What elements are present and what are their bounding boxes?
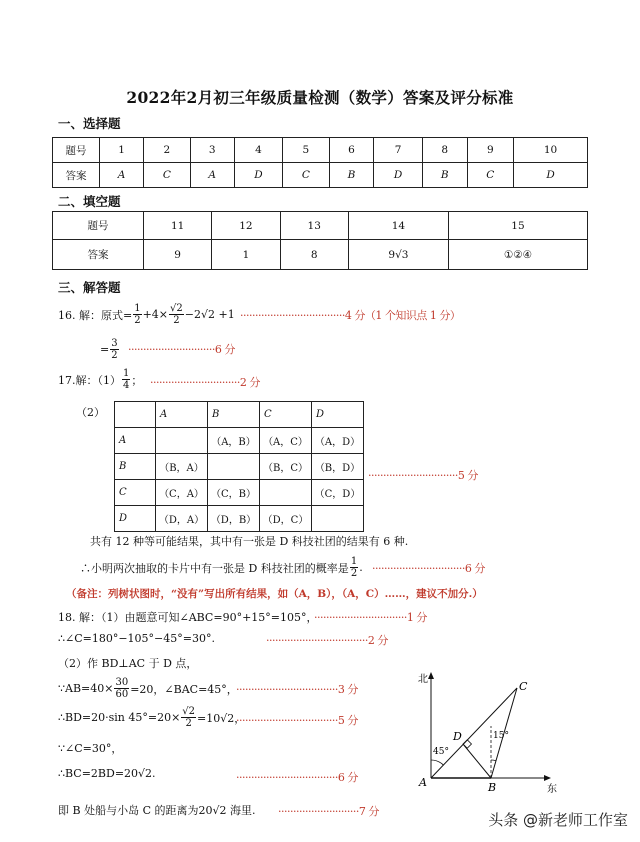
question-number: 13 <box>280 212 348 240</box>
question-number: 11 <box>144 212 212 240</box>
section-heading-fill: 二、填空题 <box>58 194 121 209</box>
q17-score-3: ·······························6 分 <box>372 562 485 575</box>
table-cell: （C，B） <box>208 480 260 506</box>
section-heading-solve: 三、解答题 <box>58 280 121 295</box>
table-cell: （D，C） <box>260 506 312 532</box>
q17-prefix: 17.解：（1） <box>58 373 121 387</box>
table-cell: （A，D） <box>312 428 364 454</box>
table-cell: （A，B） <box>208 428 260 454</box>
table-row <box>115 506 364 532</box>
question-number: 14 <box>348 212 448 240</box>
angle-arc-A <box>431 760 444 765</box>
answer-cell: D <box>514 163 588 188</box>
table-cell <box>115 402 156 428</box>
fraction-denominator: 4 <box>123 380 130 391</box>
header-label: 题号 <box>53 138 100 163</box>
question-number: 1 <box>100 138 144 163</box>
table-row <box>53 163 588 188</box>
answer-cell: D <box>234 163 282 188</box>
answer-cell: D <box>374 163 422 188</box>
question-number: 12 <box>212 212 280 240</box>
question-number: 2 <box>144 138 190 163</box>
table-row-header: B <box>115 454 156 480</box>
q18-line-5 <box>58 706 245 729</box>
question-number: 5 <box>283 138 329 163</box>
question-number: 9 <box>467 138 513 163</box>
q16-score-2: ·····························6 分 <box>128 343 235 356</box>
fill-answer-table <box>52 211 588 270</box>
q18-score-2: ··································2 分 <box>266 634 388 647</box>
q17-part1 <box>58 368 142 391</box>
answer-cell: 9 <box>144 240 212 270</box>
q18-score-5: ··································6 分 <box>236 771 358 784</box>
equals-sign: = <box>100 343 110 356</box>
answer-cell: B <box>329 163 374 188</box>
label-east: 东 <box>547 784 557 793</box>
q18-line-1: 18. 解：（1）由题意可知∠ABC=90°+15°=105°， <box>58 611 318 624</box>
question-number: 10 <box>514 138 588 163</box>
question-number: 6 <box>329 138 374 163</box>
fraction-denominator: 60 <box>115 689 129 700</box>
table-cell <box>260 480 312 506</box>
answer-cell: A <box>100 163 144 188</box>
table-cell <box>208 454 260 480</box>
table-cell: （C，D） <box>312 480 364 506</box>
segment-BD <box>463 744 491 778</box>
answer-cell: A <box>190 163 234 188</box>
sample-space-table <box>114 401 364 532</box>
choice-answer-table <box>52 137 588 188</box>
label-B: B <box>488 781 497 793</box>
table-cell: （B，C） <box>260 454 312 480</box>
q18-line-3: （2）作 BD⊥AC 于 D 点， <box>58 657 198 670</box>
geometry-figure <box>405 668 565 793</box>
question-number: 7 <box>374 138 422 163</box>
header-label: 题号 <box>53 212 144 240</box>
angle-arc-B <box>491 760 496 761</box>
expression-part: ∵AB=40× <box>58 682 114 695</box>
table-row <box>53 212 588 240</box>
label-north: 北 <box>418 674 428 685</box>
table-header-cell: B <box>208 402 260 428</box>
answer-cell: 9√3 <box>348 240 448 270</box>
question-number: 4 <box>234 138 282 163</box>
period: . <box>359 561 363 574</box>
label-angle-15: 15° <box>493 731 509 741</box>
table-row-header: C <box>115 480 156 506</box>
q18-line-2: ∴∠C=180°−105°−45°=30°. <box>58 632 215 645</box>
fraction <box>350 556 358 579</box>
answer-cell: ①②④ <box>448 240 587 270</box>
table-row <box>115 402 364 428</box>
east-arrow-icon <box>544 775 551 781</box>
table-cell: （D，A） <box>156 506 208 532</box>
q18-score-3: ··································3 分 <box>236 683 358 696</box>
table-cell: （C，A） <box>156 480 208 506</box>
fraction-denominator: 2 <box>350 568 358 579</box>
fraction-numerator: √2 <box>182 706 196 717</box>
answer-cell: B <box>422 163 467 188</box>
table-cell: （A，C） <box>260 428 312 454</box>
question-number: 3 <box>190 138 234 163</box>
q17-part2-label: （2） <box>76 406 105 419</box>
table-row <box>115 454 364 480</box>
table-row-header: A <box>115 428 156 454</box>
q17-score-1: ······························2 分 <box>150 376 260 389</box>
answer-cell: C <box>283 163 329 188</box>
fraction <box>110 338 118 361</box>
table-cell: （B，D） <box>312 454 364 480</box>
q16-result <box>100 338 120 361</box>
question-number: 8 <box>422 138 467 163</box>
section-heading-choice: 一、选择题 <box>58 116 121 131</box>
page-title: 2022年2月初三年级质量检测（数学）答案及评分标准 <box>126 88 514 107</box>
q18-line-7: ∴BC=2BD=20√2. <box>58 767 156 780</box>
q17-conclusion-1: 共有 12 种等可能结果，其中有一张是 D 科技社团的结果有 6 种. <box>90 535 409 548</box>
table-header-cell: C <box>260 402 312 428</box>
question-number: 15 <box>448 212 587 240</box>
fraction <box>114 677 129 700</box>
answer-label: 答案 <box>53 163 100 188</box>
q17-score-2: ······························5 分 <box>368 469 478 482</box>
fraction-denominator: 2 <box>185 718 192 729</box>
fraction: $\frac{1}{2}$ <box>134 303 141 326</box>
table-cell <box>312 506 364 532</box>
answer-cell: 8 <box>280 240 348 270</box>
q18-score-4: ··································5 分 <box>236 714 358 727</box>
fraction-numerator: 30 <box>115 677 129 688</box>
fraction: $\frac{√2}{2}$ <box>170 303 183 326</box>
fraction-numerator: 1 <box>123 368 130 379</box>
q16-prefix: 16. 解：原式= <box>58 308 133 322</box>
table-row-header: D <box>115 506 156 532</box>
q18-line-8: 即 B 处船与小岛 C 的距离为20√2 海里. <box>58 804 256 817</box>
expression-part: ∴BD=20·sin 45°=20× <box>58 711 181 724</box>
answer-cell: C <box>144 163 190 188</box>
north-arrow-icon <box>428 672 434 679</box>
label-C: C <box>519 680 528 693</box>
answer-label: 答案 <box>53 240 144 270</box>
right-angle-mark <box>463 740 471 748</box>
table-row <box>53 240 588 270</box>
q17-remark: （备注：列树状图时，“没有”写出所有结果，如（A，B），（A，C）……，建议不加分.） <box>66 588 483 600</box>
q18-score-1: ·······························1 分 <box>314 611 427 624</box>
fraction-numerator: 3 <box>111 338 118 349</box>
watermark: 头条 @新老师工作室 <box>488 811 628 829</box>
table-row <box>115 480 364 506</box>
probability-text: ∴小明两次抽取的卡片中有一张是 D 科技社团的概率是 <box>80 561 349 575</box>
q18-score-6: ···························7 分 <box>278 805 379 818</box>
table-cell <box>156 428 208 454</box>
table-cell: （B，A） <box>156 454 208 480</box>
semicolon: ； <box>131 373 143 387</box>
expression-part: =20，∠BAC=45°， <box>130 682 238 696</box>
table-header-cell: D <box>312 402 364 428</box>
table-cell: （D，B） <box>208 506 260 532</box>
expression-part: =10√2， <box>197 711 246 725</box>
answer-cell: C <box>467 163 513 188</box>
table-row <box>115 428 364 454</box>
table-row <box>53 138 588 163</box>
q18-line-6: ∵∠C=30°， <box>58 742 123 755</box>
q18-line-4 <box>58 677 238 700</box>
q16-score-1: ···································4 分（1 个知识点 1 分） <box>240 309 461 322</box>
q16-expression: 16. 解：原式= $\frac{1}{2}$ +4× $\frac{√2}{2}$ −2√2 +1 <box>58 303 235 326</box>
table-header-cell: A <box>156 402 208 428</box>
q17-conclusion-2 <box>80 556 363 579</box>
label-A: A <box>419 776 427 789</box>
fraction <box>181 706 196 729</box>
fraction-numerator: 1 <box>350 556 358 567</box>
fraction-denominator: 2 <box>111 350 118 361</box>
answer-cell: 1 <box>212 240 280 270</box>
label-D: D <box>453 730 462 743</box>
fraction <box>122 368 130 391</box>
label-angle-45: 45° <box>433 747 449 757</box>
